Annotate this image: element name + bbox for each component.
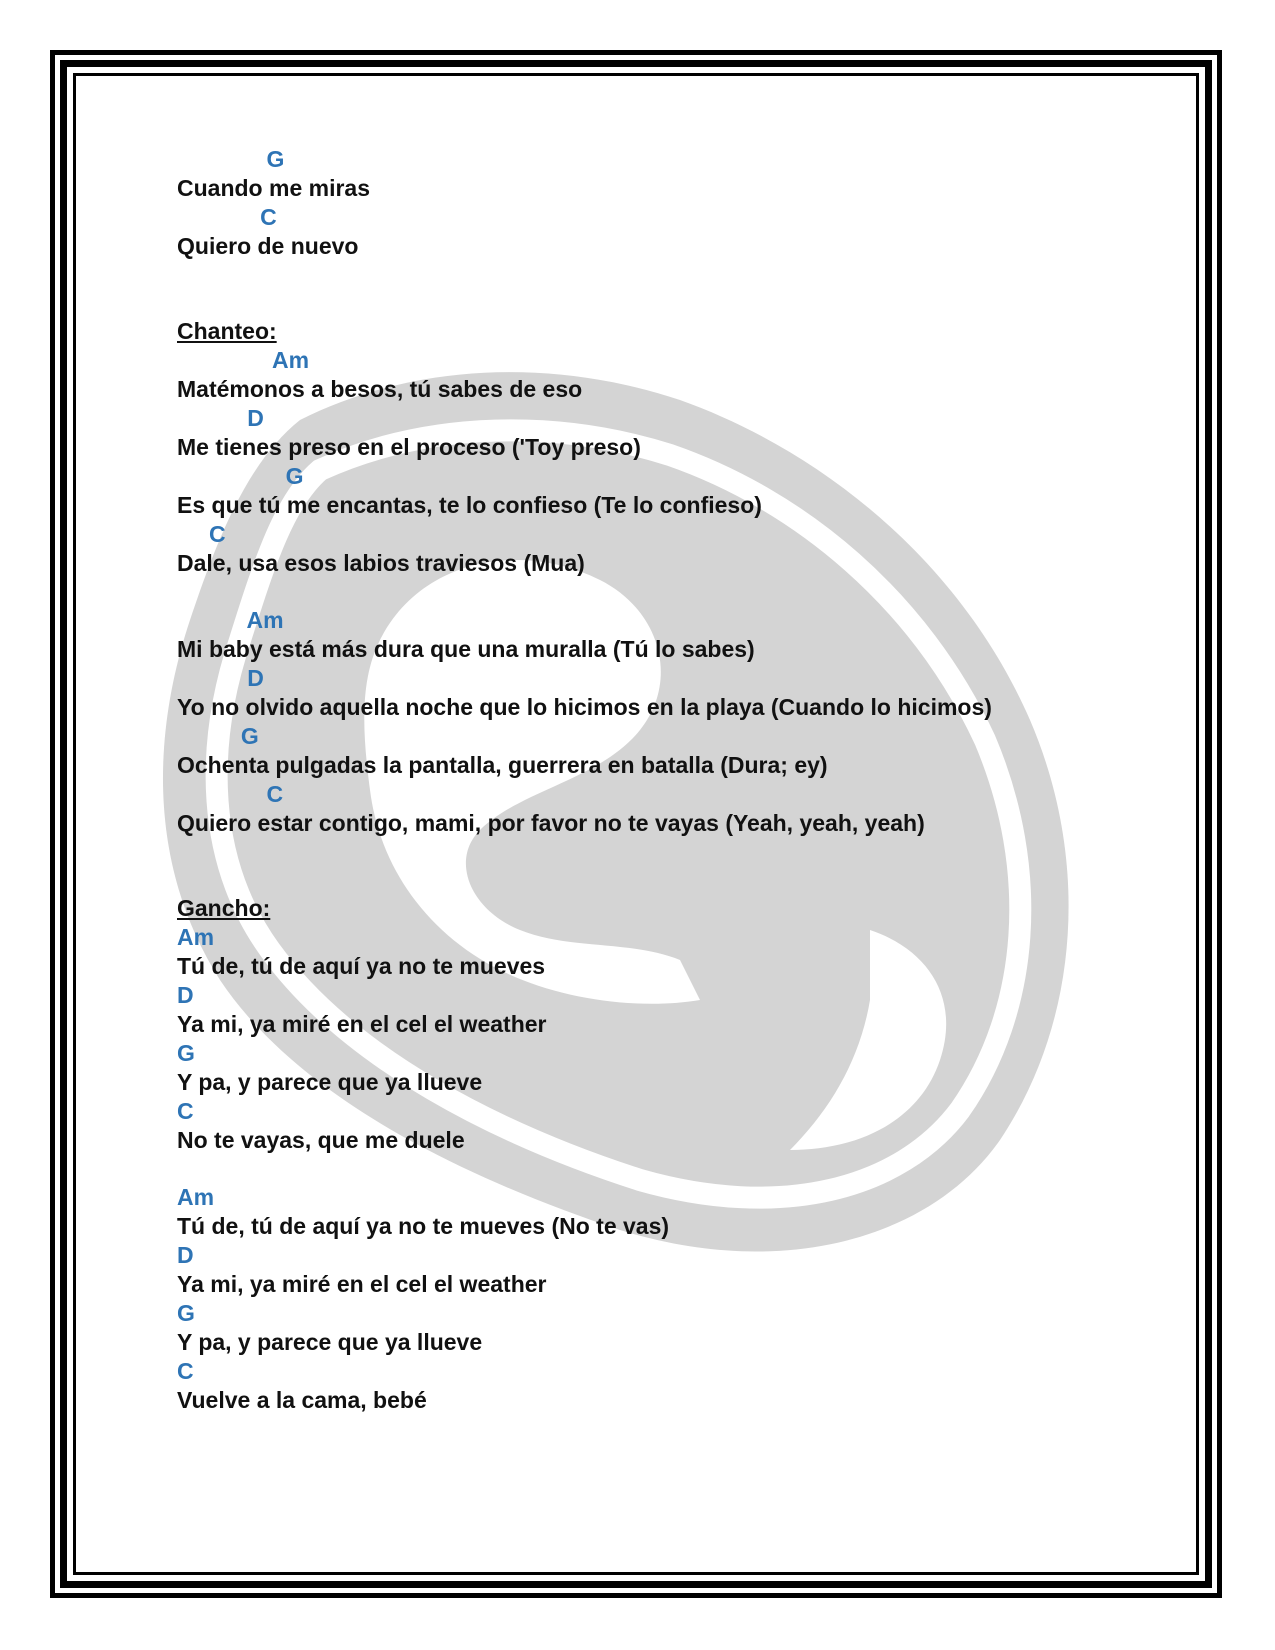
- chord-line: G: [240, 723, 259, 749]
- lyric-line: Quiero estar contigo, mami, por favor no te vayas (Yeah, yeah, yeah): [177, 810, 925, 836]
- lyric-line: Tú de, tú de aquí ya no te mueves: [177, 953, 546, 979]
- lyric-line: Mi baby está más dura que una muralla (Tú lo sabes): [177, 636, 755, 662]
- chord-line: D: [177, 982, 194, 1008]
- chord-line: C: [177, 1098, 194, 1124]
- chord-line: Am: [246, 607, 284, 633]
- lyric-line: Yo no olvido aquella noche que lo hicimos en la playa (Cuando lo hicimos): [177, 694, 992, 720]
- lyric-line: Ya mi, ya miré en el cel el weather: [177, 1011, 547, 1037]
- lyric-line: Y pa, y parece que ya llueve: [177, 1329, 483, 1355]
- section-title-chanteo: Chanteo:: [177, 318, 277, 344]
- chord-line: Am: [177, 924, 215, 950]
- chord-line: G: [285, 463, 304, 489]
- lyric-line: Es que tú me encantas, te lo confieso (Te lo confieso): [177, 492, 762, 518]
- lyric-line: Ya mi, ya miré en el cel el weather: [177, 1271, 547, 1297]
- chord-line: C: [260, 204, 277, 230]
- chord-line: G: [266, 146, 285, 172]
- song-sheet: [177, 145, 1177, 1415]
- chord-line: G: [177, 1300, 195, 1326]
- chord-line: Am: [177, 1184, 215, 1210]
- chord-line: Am: [272, 347, 310, 373]
- section-title-gancho: Gancho:: [177, 895, 271, 921]
- lyric-line: Matémonos a besos, tú sabes de eso: [177, 376, 583, 402]
- lyric-line: Me tienes preso en el proceso ('Toy preso): [177, 434, 641, 460]
- lyric-line: Quiero de nuevo: [177, 233, 359, 259]
- chord-line: D: [177, 1242, 194, 1268]
- lyric-line: Tú de, tú de aquí ya no te mueves (No te vas): [177, 1213, 670, 1239]
- lyric-line: Cuando me miras: [177, 175, 370, 201]
- lyric-line: No te vayas, que me duele: [177, 1127, 465, 1153]
- chord-line: D: [247, 665, 264, 691]
- chord-line: C: [208, 521, 226, 547]
- chord-line: G: [177, 1040, 195, 1066]
- chord-line: C: [177, 1358, 194, 1384]
- lyric-line: Y pa, y parece que ya llueve: [177, 1069, 483, 1095]
- chord-line: C: [266, 781, 284, 807]
- lyric-line: Ochenta pulgadas la pantalla, guerrera en batalla (Dura; ey): [177, 752, 828, 778]
- lyric-line: Vuelve a la cama, bebé: [177, 1387, 427, 1413]
- chord-line: D: [247, 405, 264, 431]
- lyric-line: Dale, usa esos labios traviesos (Mua): [177, 550, 585, 576]
